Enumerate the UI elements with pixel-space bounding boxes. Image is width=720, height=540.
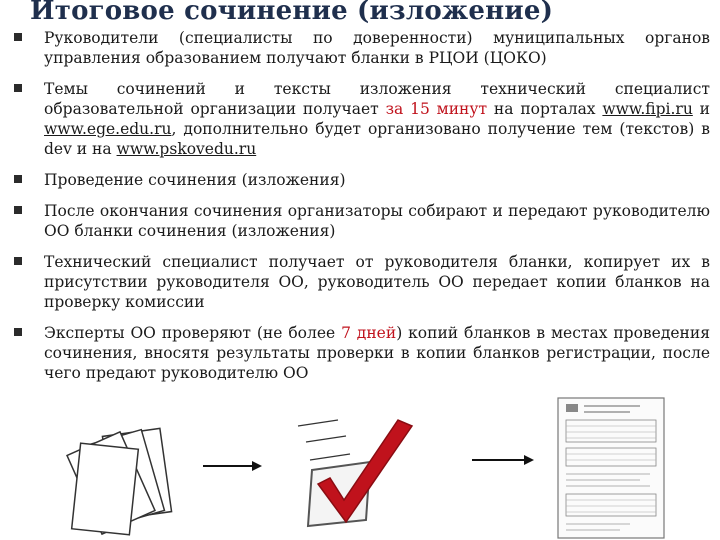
bullet-item [14, 252, 710, 312]
right-arrow-icon [472, 455, 534, 465]
bullet-item [14, 170, 710, 190]
bullet-marker [14, 328, 22, 336]
bullet-text: , дополнительно будет организовано получение тем (текстов) в dev и на [44, 120, 710, 158]
time-highlight: за 15 минут [385, 100, 488, 118]
bullet-item [14, 323, 710, 383]
bullet-text: и [692, 100, 710, 118]
bullet-text: Эксперты ОО проверяют (не более [44, 324, 342, 342]
bullet-marker [14, 175, 22, 183]
fipi-link[interactable]: www.fipi.ru [602, 100, 693, 118]
bullet-text: После окончания сочинения организаторы собирают и передают руководителю ОО бланки сочинения (изложения) [44, 202, 710, 240]
bullet-item [14, 79, 710, 159]
registration-form-icon [558, 398, 664, 538]
bullet-text: Темы сочинений и тексты изложения технический специалист образовательной организации получает [44, 80, 710, 118]
bullet-item [14, 201, 710, 241]
bullet-item [14, 28, 710, 68]
bullet-marker [14, 33, 22, 41]
bullet-text: Руководители (специалисты по доверенности) муниципальных органов управления образованием получают бланки в РЦОИ (ЦОКО) [44, 29, 710, 67]
bullet-marker [14, 84, 22, 92]
bullet-list [14, 28, 710, 394]
paper-stack-icon [67, 428, 172, 534]
right-arrow-icon [203, 461, 262, 471]
bullet-marker [14, 206, 22, 214]
bullet-marker [14, 257, 22, 265]
ege-link[interactable]: www.ege.edu.ru [44, 120, 172, 138]
bullet-text: на порталах [487, 100, 603, 118]
days-highlight: 7 дней [341, 324, 397, 342]
checkbox-checkmark-icon [298, 420, 412, 526]
page-title: Итоговое сочинение (изложение) [30, 0, 554, 26]
pskovedu-link[interactable]: www.pskovedu.ru [116, 140, 257, 158]
bullet-text: Проведение сочинения (изложения) [44, 171, 346, 189]
bullet-text: Технический специалист получает от руководителя бланки, копирует их в присутствии руководителя ОО, руководитель ОО передает копии бланков на проверку комиссии [44, 253, 710, 311]
bullet-text: ) копий бланков в местах проведения сочинения, вносятя результаты проверки в копии бланков регистрации, после чего предают руководителю ОО [44, 324, 710, 382]
